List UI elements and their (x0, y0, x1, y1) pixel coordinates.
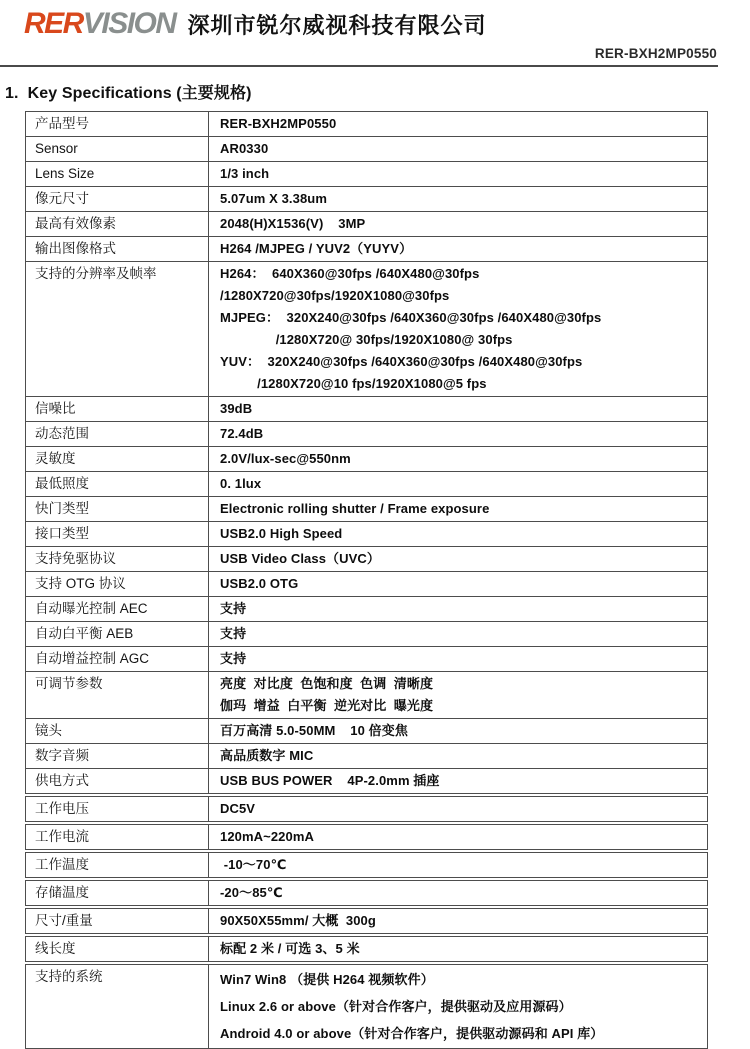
spec-value-line: 百万高清 5.0-50MM 10 倍变焦 (220, 723, 408, 738)
table-row (25, 496, 708, 522)
header (0, 0, 750, 67)
company-name: 深圳市锐尔威视科技有限公司 (187, 13, 487, 38)
spec-value-line: 1/3 inch (220, 166, 270, 181)
spec-label: 数字音频 (26, 744, 209, 768)
table-row (25, 471, 708, 497)
spec-value-line: MJPEG： 320X240@30fps /640X360@30fps /640X480@30fps (220, 310, 602, 325)
spec-value (209, 472, 707, 496)
spec-value-line: 72.4dB (220, 426, 264, 441)
spec-label: 支持 OTG 协议 (26, 572, 209, 596)
spec-value-line: 0. 1lux (220, 476, 262, 491)
spec-value-line: RER-BXH2MP0550 (220, 116, 337, 131)
model-number: RER-BXH2MP0550 (594, 46, 717, 61)
spec-value (209, 212, 707, 236)
spec-value (209, 881, 707, 905)
spec-value (209, 647, 707, 671)
table-row (25, 136, 708, 162)
spec-label: 可调节参数 (26, 672, 209, 718)
table-row (25, 718, 708, 744)
spec-value-line: 90X50X55mm/ 大概 300g (220, 913, 376, 928)
table-row (25, 396, 708, 422)
table-row (25, 743, 708, 769)
spec-value (209, 825, 707, 849)
header-divider (0, 65, 718, 67)
spec-value-line: Linux 2.6 or above（针对合作客户，提供驱动及应用源码） (220, 999, 572, 1014)
table-row (25, 261, 708, 397)
spec-label: 接口类型 (26, 522, 209, 546)
spec-value (209, 909, 707, 933)
spec-label: 供电方式 (26, 769, 209, 793)
table-row (25, 521, 708, 547)
spec-value-line: /1280X720@ 30fps/1920X1080@ 30fps (220, 332, 513, 347)
spec-value-line: 支持 (220, 601, 247, 616)
model-row (0, 45, 750, 62)
spec-label: 工作温度 (26, 853, 209, 877)
spec-label: 存储温度 (26, 881, 209, 905)
spec-value-line: USB Video Class（UVC） (220, 551, 380, 566)
spec-label: 像元尺寸 (26, 187, 209, 211)
spec-value (209, 447, 707, 471)
spec-value (209, 137, 707, 161)
spec-label: 快门类型 (26, 497, 209, 521)
spec-value (209, 797, 707, 821)
spec-label: 工作电流 (26, 825, 209, 849)
table-row (25, 111, 708, 137)
spec-value-line: 亮度 对比度 色饱和度 色调 清晰度 (220, 676, 434, 691)
spec-value (209, 622, 707, 646)
spec-value-line: 支持 (220, 651, 247, 666)
spec-value-line: -10～70℃ (220, 857, 287, 872)
spec-value-line: USB2.0 High Speed (220, 526, 343, 541)
table-row (25, 796, 708, 822)
spec-value (209, 937, 707, 961)
spec-value-line: H264： 640X360@30fps /640X480@30fps /1280X720@30fps/1920X1080@30fps (220, 266, 484, 303)
table-row (25, 596, 708, 622)
table-row (25, 768, 708, 794)
spec-value (209, 522, 707, 546)
spec-label: 自动增益控制 AGC (26, 647, 209, 671)
spec-value (209, 187, 707, 211)
spec-value-line: 2048(H)X1536(V) 3MP (220, 216, 366, 231)
spec-value-line: 120mA~220mA (220, 829, 314, 844)
brand-logo (24, 7, 176, 41)
brand-row (0, 0, 750, 41)
spec-value-line: 高品质数字 MIC (220, 748, 314, 763)
section-heading: 1. Key Specifications (主要规格) (5, 85, 252, 102)
table-row (25, 671, 708, 719)
table-row (25, 546, 708, 572)
spec-value-line: H264 /MJPEG / YUV2（YUYV） (220, 241, 413, 256)
spec-value-line: 5.07um X 3.38um (220, 191, 327, 206)
table-row (25, 161, 708, 187)
spec-label: Lens Size (26, 162, 209, 186)
spec-label: 最低照度 (26, 472, 209, 496)
table-row (25, 852, 708, 878)
table-row (25, 571, 708, 597)
spec-value-line: Android 4.0 or above（针对合作客户，提供驱动源码和 API 库） (220, 1026, 604, 1041)
spec-value-line: 支持 (220, 626, 247, 641)
table-row (25, 936, 708, 962)
spec-label: 支持的系统 (26, 965, 209, 1048)
logo-text-rer: RER (24, 7, 83, 40)
spec-label: 动态范围 (26, 422, 209, 446)
spec-value (209, 769, 707, 793)
spec-value (209, 162, 707, 186)
spec-value-line: USB BUS POWER 4P-2.0mm 插座 (220, 773, 440, 788)
spec-value (209, 112, 707, 136)
spec-label: 产品型号 (26, 112, 209, 136)
table-row (25, 880, 708, 906)
spec-value (209, 422, 707, 446)
spec-value-line: 标配 2 米 / 可选 3、5 米 (220, 941, 360, 956)
spec-label: 自动白平衡 AEB (26, 622, 209, 646)
spec-value-line: Electronic rolling shutter / Frame exposure (220, 501, 490, 516)
spec-value (209, 853, 707, 877)
table-row (25, 186, 708, 212)
spec-label: 支持免驱协议 (26, 547, 209, 571)
table-row (25, 211, 708, 237)
logo-text-vision: VISION (82, 7, 176, 40)
spec-value (209, 597, 707, 621)
spec-value (209, 262, 707, 396)
spec-label: 工作电压 (26, 797, 209, 821)
spec-value-line: USB2.0 OTG (220, 576, 299, 591)
spec-value (209, 497, 707, 521)
spec-label: 信噪比 (26, 397, 209, 421)
spec-value (209, 397, 707, 421)
spec-value-line: DC5V (220, 801, 256, 816)
table-row (25, 621, 708, 647)
table-row (25, 236, 708, 262)
spec-label: 灵敏度 (26, 447, 209, 471)
table-row (25, 964, 708, 1049)
table-row (25, 908, 708, 934)
table-row (25, 646, 708, 672)
spec-value (209, 719, 707, 743)
spec-table (25, 111, 708, 1049)
spec-value-line: AR0330 (220, 141, 269, 156)
spec-label: 自动曝光控制 AEC (26, 597, 209, 621)
spec-value-line: -20～85℃ (220, 885, 283, 900)
spec-label: 尺寸/重量 (26, 909, 209, 933)
spec-value-line: 39dB (220, 401, 253, 416)
spec-value (209, 547, 707, 571)
spec-label: 镜头 (26, 719, 209, 743)
spec-label: 线长度 (26, 937, 209, 961)
spec-value (209, 965, 707, 1048)
spec-label: Sensor (26, 137, 209, 161)
spec-value-line: 2.0V/lux-sec@550nm (220, 451, 351, 466)
spec-value-line: /1280X720@10 fps/1920X1080@5 fps (220, 376, 487, 391)
spec-value (209, 744, 707, 768)
spec-value-line: Win7 Win8 （提供 H264 视频软件） (220, 972, 434, 987)
table-row (25, 421, 708, 447)
spec-value-line: YUV： 320X240@30fps /640X360@30fps /640X480@30fps (220, 354, 583, 369)
table-row (25, 824, 708, 850)
spec-value-line: 伽玛 增益 白平衡 逆光对比 曝光度 (220, 698, 434, 713)
spec-label: 最高有效像素 (26, 212, 209, 236)
table-row (25, 446, 708, 472)
spec-label: 输出图像格式 (26, 237, 209, 261)
spec-label: 支持的分辨率及帧率 (26, 262, 209, 396)
spec-value (209, 672, 707, 718)
spec-value (209, 572, 707, 596)
spec-value (209, 237, 707, 261)
